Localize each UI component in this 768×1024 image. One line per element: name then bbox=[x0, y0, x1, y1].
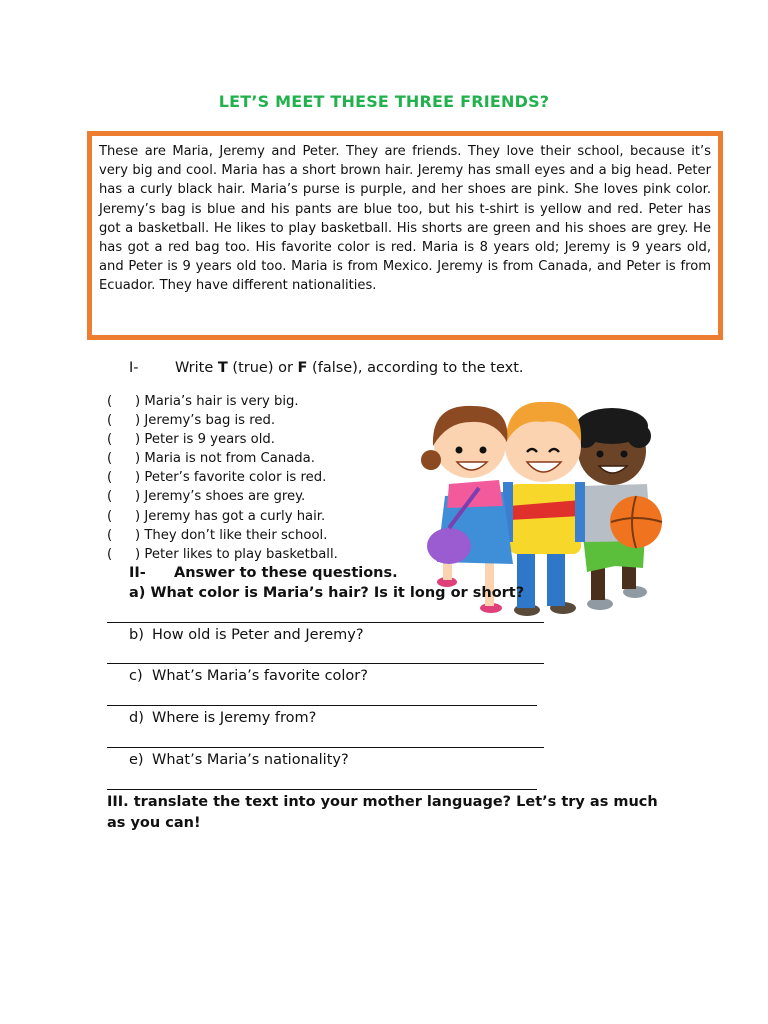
question-a: a) What color is Maria’s hair? Is it long or short? bbox=[129, 585, 525, 601]
question-b-text: How old is Peter and Jeremy? bbox=[152, 627, 364, 643]
girl-figure bbox=[421, 406, 513, 613]
tf-item[interactable]: ( ) Peter’s favorite color is red. bbox=[107, 470, 327, 486]
tf-item[interactable]: ( ) Maria’s hair is very big. bbox=[107, 394, 299, 409]
answer-line-d[interactable] bbox=[107, 747, 544, 748]
tf-statement: Maria is not from Canada. bbox=[144, 451, 315, 467]
tf-item[interactable]: ( ) They don’t like their school. bbox=[107, 527, 328, 543]
section-1-heading bbox=[129, 360, 524, 376]
question-d-text: Where is Jeremy from? bbox=[152, 710, 317, 726]
tf-statement: Peter’s favorite color is red. bbox=[144, 470, 327, 486]
section-1-instruction-pre: Write bbox=[175, 360, 218, 376]
section-3-instruction: III. translate the text into your mother language? Let’s try as much as you can! bbox=[107, 794, 658, 831]
tf-item[interactable]: ( ) Maria is not from Canada. bbox=[107, 451, 315, 467]
section-1-numeral: I- bbox=[129, 360, 139, 376]
tf-item[interactable]: ( ) Peter likes to play basketball. bbox=[107, 546, 338, 562]
question-c-text: What’s Maria’s favorite color? bbox=[152, 668, 368, 684]
boy-with-basketball-figure bbox=[573, 408, 662, 610]
question-c bbox=[129, 668, 368, 684]
tf-statement: They don’t like their school. bbox=[144, 527, 328, 543]
page-title: LET’S MEET THESE THREE FRIENDS? bbox=[218, 92, 550, 111]
section-1-false-letter: F bbox=[297, 360, 308, 376]
question-e bbox=[129, 752, 349, 768]
section-1-true-letter: T bbox=[217, 360, 228, 376]
section-2-numeral: II- bbox=[129, 565, 146, 581]
question-b bbox=[129, 627, 364, 643]
question-d bbox=[129, 710, 316, 726]
section-2-heading-text: Answer to these questions. bbox=[174, 565, 398, 581]
question-e-text: What’s Maria’s nationality? bbox=[152, 752, 349, 768]
section-1-instruction-mid: (true) or bbox=[227, 360, 298, 376]
answer-line-c[interactable] bbox=[107, 705, 537, 706]
question-b-letter: b) bbox=[129, 627, 144, 643]
question-e-letter: e) bbox=[129, 752, 144, 768]
question-c-letter: c) bbox=[129, 668, 143, 684]
answer-line-e[interactable] bbox=[107, 789, 537, 790]
tf-statement: Jeremy’s shoes are grey. bbox=[144, 489, 306, 505]
reading-passage-box bbox=[87, 131, 723, 340]
tf-statement: Peter is 9 years old. bbox=[144, 432, 275, 448]
section-1-instruction-post: (false), according to the text. bbox=[307, 360, 524, 376]
answer-line-b[interactable] bbox=[107, 663, 544, 664]
true-false-list bbox=[107, 392, 338, 564]
tf-statement: Maria’s hair is very big. bbox=[144, 394, 299, 409]
tf-item[interactable]: ( ) Jeremy has got a curly hair. bbox=[107, 508, 326, 524]
boy-blonde-figure bbox=[503, 402, 585, 616]
tf-item[interactable]: ( ) Peter is 9 years old. bbox=[107, 432, 275, 448]
answer-line-a[interactable] bbox=[107, 622, 544, 623]
tf-item[interactable]: ( ) Jeremy’s bag is red. bbox=[107, 413, 276, 429]
question-d-letter: d) bbox=[129, 710, 144, 726]
tf-item[interactable]: ( ) Jeremy’s shoes are grey. bbox=[107, 489, 306, 505]
tf-statement: Peter likes to play basketball. bbox=[144, 546, 338, 562]
section-2-heading bbox=[129, 565, 398, 581]
tf-statement: Jeremy has got a curly hair. bbox=[144, 508, 326, 524]
tf-statement: Jeremy’s bag is red. bbox=[144, 413, 276, 429]
reading-passage: These are Maria, Jeremy and Peter. They are friends. They love their school, because it’s very big and cool. Maria has a short brown hair. Jeremy has small eyes and a big head. Peter has a curly black hair. Maria’s purse is purple, and her shoes are pink. She loves pink color. Jeremy’s bag is blue and his pants are blue too, but his t-shirt is yellow and red. Peter has got a basketball. He likes to play basketball. His shorts are green and his shoes are grey. He has got a red bag too. His favorite color is red. Maria is 8 years old; Jeremy is 9 years old, and Peter is 9 years old too. Maria is from Mexico. Jeremy is from Canada, and Peter is from Ecuador. They have different nationalities. bbox=[99, 144, 711, 294]
